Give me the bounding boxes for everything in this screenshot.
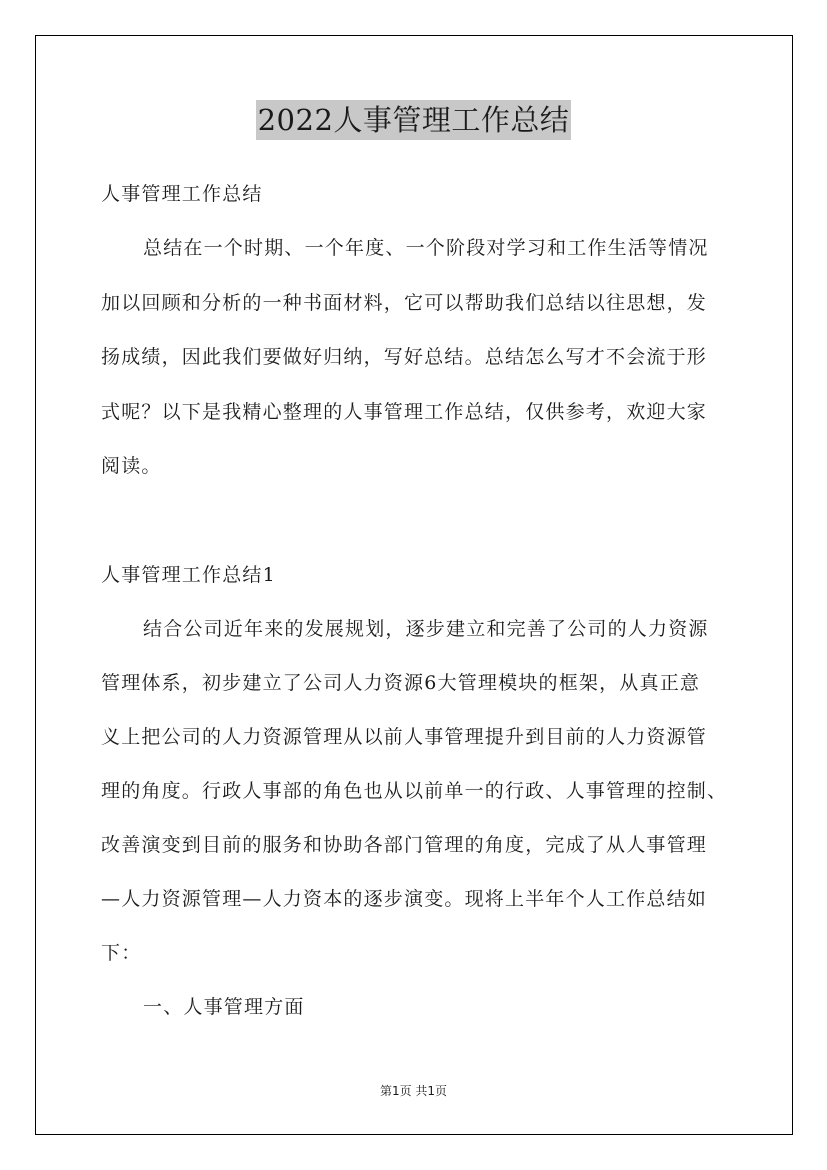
intro-line-3: 扬成绩，因此我们要做好归纳，写好总结。总结怎么写才不会流于形 bbox=[101, 346, 708, 368]
section1-line-2: 管理体系，初步建立了公司人力资源6大管理模块的框架，从真正意 bbox=[101, 672, 701, 694]
page-number: 第1页 共1页 bbox=[379, 1084, 448, 1098]
intro-line-1: 总结在一个时期、一个年度、一个阶段对学习和工作生活等情况 bbox=[143, 237, 709, 259]
section1-line-3: 义上把公司的人力资源管理从以前人事管理提升到目前的人力资源管 bbox=[101, 726, 708, 748]
section1-line-1: 结合公司近年来的发展规划，逐步建立和完善了公司的人力资源 bbox=[143, 618, 709, 640]
document-title: 2022人事管理工作总结 bbox=[256, 100, 572, 140]
section1-line-5: 改善演变到目前的服务和协助各部门管理的角度，完成了从人事管理 bbox=[101, 834, 708, 856]
intro-line-4: 式呢？以下是我精心整理的人事管理工作总结，仅供参考，欢迎大家 bbox=[101, 401, 708, 423]
intro-line-5: 阅读。 bbox=[101, 455, 162, 477]
section1-line-6: —人力资源管理—人力资本的逐步演变。现将上半年个人工作总结如 bbox=[101, 888, 708, 910]
section1-heading: 人事管理工作总结1 bbox=[101, 564, 276, 586]
section1-line-4: 理的角度。行政人事部的角色也从以前单一的行政、人事管理的控制、 bbox=[101, 780, 728, 802]
intro-heading: 人事管理工作总结 bbox=[101, 183, 263, 205]
page-footer bbox=[0, 1083, 827, 1099]
subsection-heading: 一、人事管理方面 bbox=[143, 996, 305, 1018]
intro-line-2: 加以回顾和分析的一种书面材料，它可以帮助我们总结以往思想，发 bbox=[101, 292, 708, 314]
section1-line-7: 下： bbox=[101, 942, 142, 964]
title-container bbox=[0, 100, 827, 140]
